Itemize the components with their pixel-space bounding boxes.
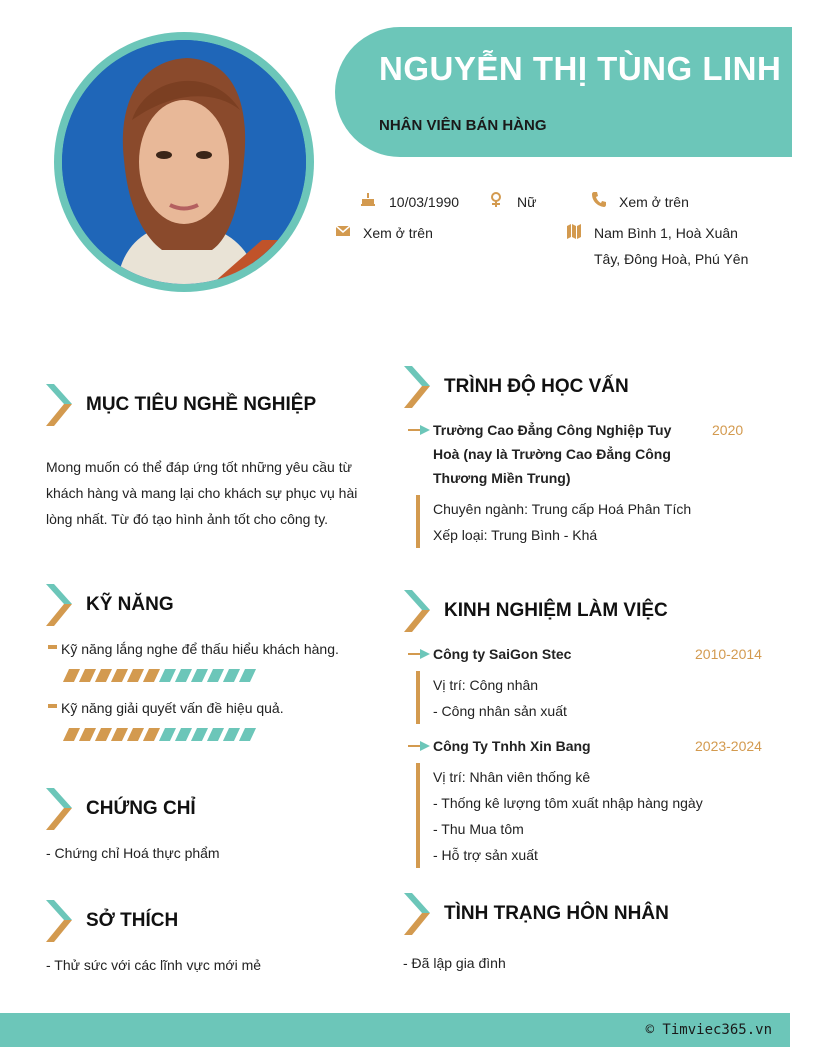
hobby-item: - Thử sức với các lĩnh vực mới mẻ [46, 957, 262, 973]
skill-bullet [48, 704, 57, 708]
chevron-icon [46, 584, 74, 628]
objective-line: lòng nhất. Từ đó tạo hình ảnh tốt cho công ty. [46, 511, 329, 527]
avatar [62, 40, 306, 284]
skill-level-bar [66, 728, 253, 741]
footer-credit: © Timviec365.vn [645, 1022, 772, 1038]
job-detail: - Thống kê lượng tôm xuất nhập hàng ngày [433, 795, 703, 811]
address-line-2: Tây, Đông Hoà, Phú Yên [594, 251, 749, 267]
job-detail: Vị trí: Nhân viên thống kê [433, 769, 591, 785]
chevron-icon [46, 384, 74, 428]
email: Xem ở trên [363, 225, 433, 241]
header-band [335, 27, 792, 157]
avatar-portrait [62, 40, 306, 284]
job-detail: - Hỗ trợ sản xuất [433, 847, 538, 863]
skill-label: Kỹ năng lắng nghe để thấu hiểu khách hàng. [61, 641, 339, 657]
skill-label: Kỹ năng giải quyết vấn đề hiệu quả. [61, 700, 284, 716]
arrow-icon [408, 649, 430, 659]
full-name: NGUYỄN THỊ TÙNG LINH [379, 50, 782, 87]
hobbies-title: SỞ THÍCH [86, 910, 179, 931]
school-name-line: Trường Cao Đẳng Công Nghiệp Tuy [433, 422, 672, 438]
school-name-line: Hoà (nay là Trường Cao Đẳng Công [433, 446, 671, 462]
chevron-icon [404, 366, 432, 410]
phone-icon [591, 191, 607, 207]
education-year: 2020 [712, 422, 744, 438]
birthday: 10/03/1990 [389, 194, 460, 210]
chevron-icon [46, 788, 74, 832]
chevron-icon [404, 590, 432, 634]
gender-icon [488, 191, 504, 207]
job-detail: - Thu Mua tôm [433, 821, 524, 837]
footer-band [0, 1013, 790, 1047]
company-name: Công Ty Tnhh Xin Bang [433, 738, 591, 754]
education-title: TRÌNH ĐỘ HỌC VẤN [444, 376, 629, 397]
company-name: Công ty SaiGon Stec [433, 646, 572, 662]
arrow-icon [408, 425, 430, 435]
education-bar [416, 495, 420, 548]
job-bar [416, 763, 420, 868]
job-period: 2010-2014 [695, 646, 762, 662]
certificates-title: CHỨNG CHỈ [86, 798, 196, 819]
objective-text [46, 454, 366, 532]
school-name-line: Thương Miền Trung) [433, 470, 571, 486]
job-detail: - Công nhân sản xuất [433, 703, 567, 719]
marital-title: TÌNH TRẠNG HÔN NHÂN [444, 903, 669, 924]
certificate-item: - Chứng chỉ Hoá thực phẩm [46, 845, 220, 861]
chevron-icon [46, 900, 74, 944]
job-detail: Vị trí: Công nhân [433, 677, 539, 693]
education-detail: Xếp loại: Trung Bình - Khá [433, 527, 598, 543]
phone: Xem ở trên [619, 194, 689, 210]
mail-icon [335, 223, 351, 239]
objective-line: Mong muốn có thể đáp ứng tốt những yêu cầu từ [46, 459, 352, 475]
skills-title: KỸ NĂNG [86, 594, 174, 615]
job-title: NHÂN VIÊN BÁN HÀNG [379, 117, 547, 134]
address-line-1: Nam Bình 1, Hoà Xuân [594, 225, 738, 241]
job-bar [416, 671, 420, 724]
objective-title: MỤC TIÊU NGHỀ NGHIỆP [86, 394, 317, 415]
experience-title: KINH NGHIỆM LÀM VIỆC [444, 600, 668, 621]
objective-line: khách hàng và mang lại cho khách sự phục vụ hài [46, 485, 358, 501]
gender: Nữ [517, 194, 537, 210]
skill-level-bar [66, 669, 253, 682]
arrow-icon [408, 741, 430, 751]
cake-icon [360, 190, 376, 206]
map-pin-icon [566, 223, 582, 239]
chevron-icon [404, 893, 432, 937]
education-detail: Chuyên ngành: Trung cấp Hoá Phân Tích [433, 501, 692, 517]
skill-bullet [48, 645, 57, 649]
job-period: 2023-2024 [695, 738, 762, 754]
marital-value: - Đã lập gia đình [403, 955, 506, 971]
